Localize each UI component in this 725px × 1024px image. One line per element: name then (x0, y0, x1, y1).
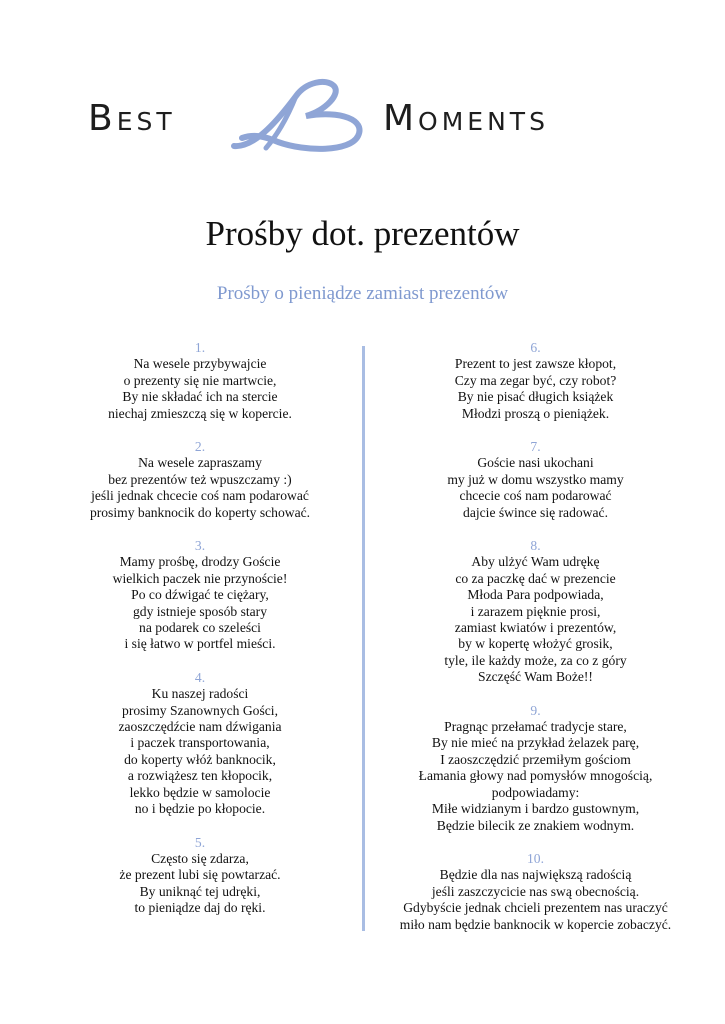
poem-line: Gdybyście jednak chcieli prezentem nas uraczyć (403, 900, 668, 916)
poem-line: prosimy Szanownych Gości, (122, 702, 278, 718)
poem-line: lekko będzie w samolocie (129, 784, 271, 800)
poem-line: gdy istnieje sposób stary (132, 603, 268, 619)
brand-word-left: Best (88, 98, 176, 139)
poems-left-column (60, 340, 340, 934)
poem-line: Łamania głowy nad pomysłów mnogością, (418, 768, 653, 784)
poem-block (383, 439, 688, 521)
poem-line: Ku naszej radości (151, 686, 249, 702)
poem-line: i zarazem pięknie prosi, (470, 603, 601, 619)
poem-number: 2. (194, 439, 206, 455)
poem-line: co za paczkę dać w prezencie (455, 570, 616, 586)
poem-line: podpowiadamy: (491, 784, 580, 800)
poem-block (60, 538, 340, 653)
poem-line: I zaoszczędzić przemiłym gościom (440, 751, 631, 767)
poem-line: zaoszczędźcie nam dźwigania (118, 719, 282, 735)
poem-number: 6. (530, 340, 541, 355)
poem-block (383, 340, 688, 422)
poem-line: miło nam będzie banknocik w kopercie zobaczyć. (399, 916, 672, 932)
poem-number: 5. (194, 834, 206, 850)
poem-line: na podarek co szeleści (139, 620, 261, 636)
poem-line: Na wesele zapraszamy (138, 455, 262, 471)
poem-number: 4. (194, 669, 206, 685)
poem-block (383, 538, 688, 686)
poem-block (383, 703, 688, 834)
poem-line: a rozwiążesz ten kłopocik, (127, 768, 273, 784)
poem-line: Czy ma zegar być, czy robot? (454, 372, 617, 388)
poem-line: bez prezentów też wpuszczamy :) (108, 471, 292, 487)
poem-line: o prezenty się nie martwcie, (123, 372, 277, 388)
poem-line: by w kopertę włożyć grosik, (458, 636, 613, 652)
poem-block (60, 670, 340, 818)
poem-line: Po co dźwigać te ciężary, (131, 587, 269, 603)
poem-line: że prezent lubi się powtarzać. (119, 867, 281, 883)
poem-number: 3. (194, 538, 206, 554)
poem-line: my już w domu wszystko mamy (447, 471, 624, 487)
page-subtitle: Prośby o pieniądze zamiast prezentów (216, 283, 509, 304)
poem-line: i się łatwo w portfel mieści. (124, 636, 276, 652)
poem-line: i paczek transportowania, (130, 735, 270, 751)
poem-line: Szczęść Wam Boże!! (478, 669, 593, 685)
poem-line: no i będzie po kłopocie. (134, 801, 266, 817)
poem-line: tyle, ile każdy może, za co z góry (444, 652, 627, 668)
poem-block (60, 340, 340, 422)
poem-line: Często się zdarza, (151, 850, 249, 866)
poem-line: Miłe widzianym i bardzo gustownym, (431, 801, 640, 817)
poem-line: wielkich paczek nie przynoście! (112, 570, 288, 586)
brand-logo (0, 70, 725, 160)
poem-line: jeśli jednak chcecie coś nam podarować (91, 488, 309, 504)
poem-line: zamiast kwiatów i prezentów, (454, 620, 617, 636)
poem-line: Mamy prośbę, drodzy Goście (119, 554, 281, 570)
poem-block (60, 439, 340, 521)
poems-right-column (383, 340, 688, 950)
poem-number: 9. (530, 702, 541, 718)
poem-block (383, 851, 688, 933)
poem-block (60, 835, 340, 917)
page-title: Prośby dot. prezentów (205, 214, 520, 253)
poem-line: do koperty włóż banknocik, (124, 751, 276, 767)
poem-line: By nie mieć na przykład żelazek parę, (431, 735, 640, 751)
poem-line: dajcie śwince się radować. (463, 504, 608, 520)
poem-line: to pieniądze daj do ręki. (134, 900, 266, 916)
poem-line: chcecie coś nam podarować (459, 488, 612, 504)
poem-line: Pragnąc przełamać tradycje stare, (444, 719, 627, 735)
poem-line: prosimy banknocik do koperty schować. (89, 504, 311, 520)
poem-line: Goście nasi ukochani (477, 455, 594, 471)
monogram-b-icon (226, 76, 371, 156)
brand-word-right: Moments (383, 98, 549, 139)
poem-line: By nie składać ich na stercie (122, 389, 278, 405)
poem-number: 7. (530, 439, 541, 455)
poem-number: 1. (194, 340, 206, 355)
poem-line: By nie pisać długich książek (457, 389, 614, 405)
column-divider (362, 346, 365, 931)
poem-line: Aby ulżyć Wam udrękę (471, 554, 600, 570)
poem-line: Młoda Para podpowiada, (467, 587, 604, 603)
poem-line: Młodzi proszą o pieniążek. (461, 405, 610, 421)
poem-number: 8. (530, 538, 541, 554)
poem-line: By uniknąć tej udręki, (139, 883, 261, 899)
poem-number: 10. (527, 850, 544, 866)
poem-line: Będzie dla nas największą radością (439, 867, 632, 883)
poem-line: Na wesele przybywajcie (133, 356, 267, 372)
poem-line: niechaj zmieszczą się w kopercie. (108, 405, 292, 421)
poem-line: Prezent to jest zawsze kłopot, (454, 356, 617, 372)
poem-line: Będzie bilecik ze znakiem wodnym. (436, 817, 635, 833)
poem-line: jeśli zaszczycicie nas swą obecnością. (431, 883, 640, 899)
